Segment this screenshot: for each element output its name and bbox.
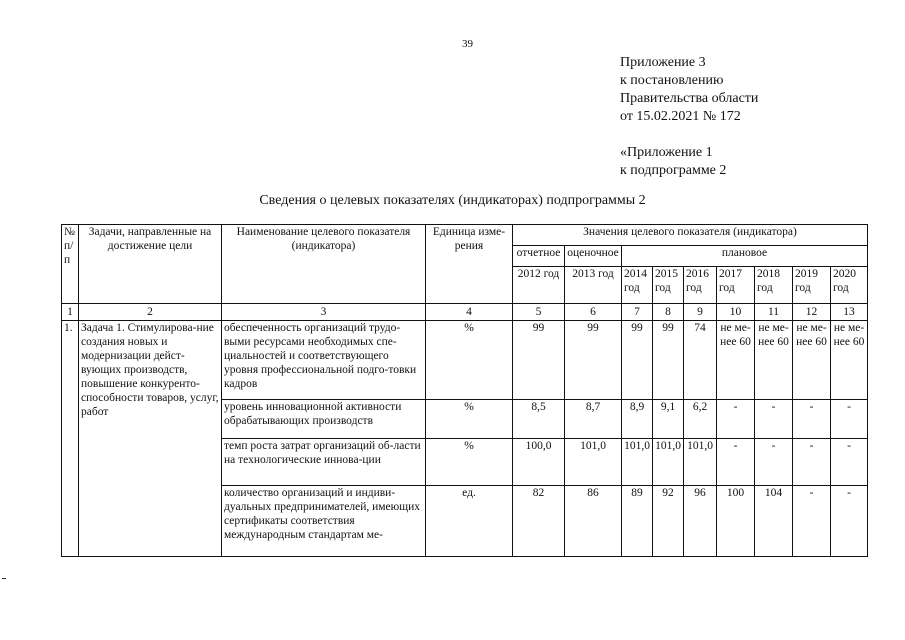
value-cell: -	[793, 439, 831, 486]
value-cell: 101,0	[653, 439, 684, 486]
page-number: 39	[462, 38, 473, 50]
indicators-table	[61, 224, 868, 557]
header-reported: отчетное	[513, 246, 565, 267]
document-title: Сведения о целевых показателях (индикаторах) подпрограммы 2	[259, 193, 646, 208]
value-cell: 99	[653, 321, 684, 400]
column-number: 11	[755, 304, 793, 321]
appendix-block	[620, 54, 758, 180]
header-year: 2017 год	[717, 267, 755, 304]
unit-cell: %	[426, 400, 513, 439]
appendix-sub-line: к подпрограмме 2	[620, 163, 727, 178]
header-year: 2019 год	[793, 267, 831, 304]
header-year: 2014 год	[622, 267, 653, 304]
value-cell: -	[831, 486, 868, 557]
value-cell: 100	[717, 486, 755, 557]
value-cell: -	[831, 439, 868, 486]
column-number: 9	[684, 304, 717, 321]
value-cell: 100,0	[513, 439, 565, 486]
appendix-line: от 15.02.2021 № 172	[620, 109, 741, 124]
value-cell: 101,0	[684, 439, 717, 486]
header-values-group: Значения целевого показателя (индикатора)	[513, 225, 868, 246]
value-cell: не ме-нее 60	[755, 321, 793, 400]
header-unit: Единица изме-рения	[426, 225, 513, 304]
value-cell: -	[717, 439, 755, 486]
appendix-sub-line: «Приложение 1	[620, 145, 713, 160]
value-cell: 86	[565, 486, 622, 557]
value-cell: не ме-нее 60	[793, 321, 831, 400]
task-text: Задача 1. Стимулирова-ние создания новых и модернизации дейст-вующих производств, повышение конкуренто-способности товаров, услуг, работ	[79, 321, 222, 557]
value-cell: 89	[622, 486, 653, 557]
indicator-name: уровень инновационной активности обрабатывающих производств	[222, 400, 426, 439]
value-cell: не ме-нее 60	[717, 321, 755, 400]
value-cell: 82	[513, 486, 565, 557]
header-estimated: оценочное	[565, 246, 622, 267]
header-indicator: Наименование целевого показателя (индикатора)	[222, 225, 426, 304]
value-cell: 8,7	[565, 400, 622, 439]
unit-cell: ед.	[426, 486, 513, 557]
column-number: 1	[62, 304, 79, 321]
value-cell: 6,2	[684, 400, 717, 439]
table-row	[62, 321, 868, 400]
column-number: 3	[222, 304, 426, 321]
column-number: 13	[831, 304, 868, 321]
value-cell: 92	[653, 486, 684, 557]
indicator-name: количество организаций и индиви-дуальных предпринимателей, имеющих сертификаты соответствия международным стандартам ме-	[222, 486, 426, 557]
header-year: 2018 год	[755, 267, 793, 304]
value-cell: -	[793, 486, 831, 557]
unit-cell: %	[426, 321, 513, 400]
column-number: 6	[565, 304, 622, 321]
header-year: 2013 год	[565, 267, 622, 304]
task-number: 1.	[62, 321, 79, 557]
value-cell: -	[831, 400, 868, 439]
value-cell: 99	[513, 321, 565, 400]
value-cell: 101,0	[565, 439, 622, 486]
column-number: 7	[622, 304, 653, 321]
column-number: 2	[79, 304, 222, 321]
value-cell: 99	[565, 321, 622, 400]
value-cell: 74	[684, 321, 717, 400]
column-number: 4	[426, 304, 513, 321]
indicator-name: темп роста затрат организаций об-ласти на технологические иннова-ции	[222, 439, 426, 486]
column-number: 12	[793, 304, 831, 321]
header-year: 2020 год	[831, 267, 868, 304]
indicator-name: обеспеченность организаций трудо-выми ресурсами необходимых спе-циальностей и соответствующего уровня профессиональной подго-товки кадров	[222, 321, 426, 400]
appendix-line: Правительства области	[620, 91, 759, 106]
column-number: 8	[653, 304, 684, 321]
header-num: № п/ п	[62, 225, 79, 304]
value-cell: 101,0	[622, 439, 653, 486]
value-cell: 96	[684, 486, 717, 557]
header-planned: плановое	[622, 246, 868, 267]
appendix-line: Приложение 3	[620, 55, 706, 70]
value-cell: -	[793, 400, 831, 439]
unit-cell: %	[426, 439, 513, 486]
value-cell: 8,5	[513, 400, 565, 439]
value-cell: -	[717, 400, 755, 439]
header-year: 2015 год	[653, 267, 684, 304]
value-cell: 8,9	[622, 400, 653, 439]
header-task: Задачи, направленные на достижение цели	[79, 225, 222, 304]
header-year: 2012 год	[513, 267, 565, 304]
column-number: 5	[513, 304, 565, 321]
value-cell: не ме-нее 60	[831, 321, 868, 400]
value-cell: 99	[622, 321, 653, 400]
header-year: 2016 год	[684, 267, 717, 304]
value-cell: -	[755, 439, 793, 486]
column-number: 10	[717, 304, 755, 321]
value-cell: 9,1	[653, 400, 684, 439]
value-cell: -	[755, 400, 793, 439]
appendix-line: к постановлению	[620, 73, 724, 88]
value-cell: 104	[755, 486, 793, 557]
scan-edge-mark	[2, 578, 6, 579]
